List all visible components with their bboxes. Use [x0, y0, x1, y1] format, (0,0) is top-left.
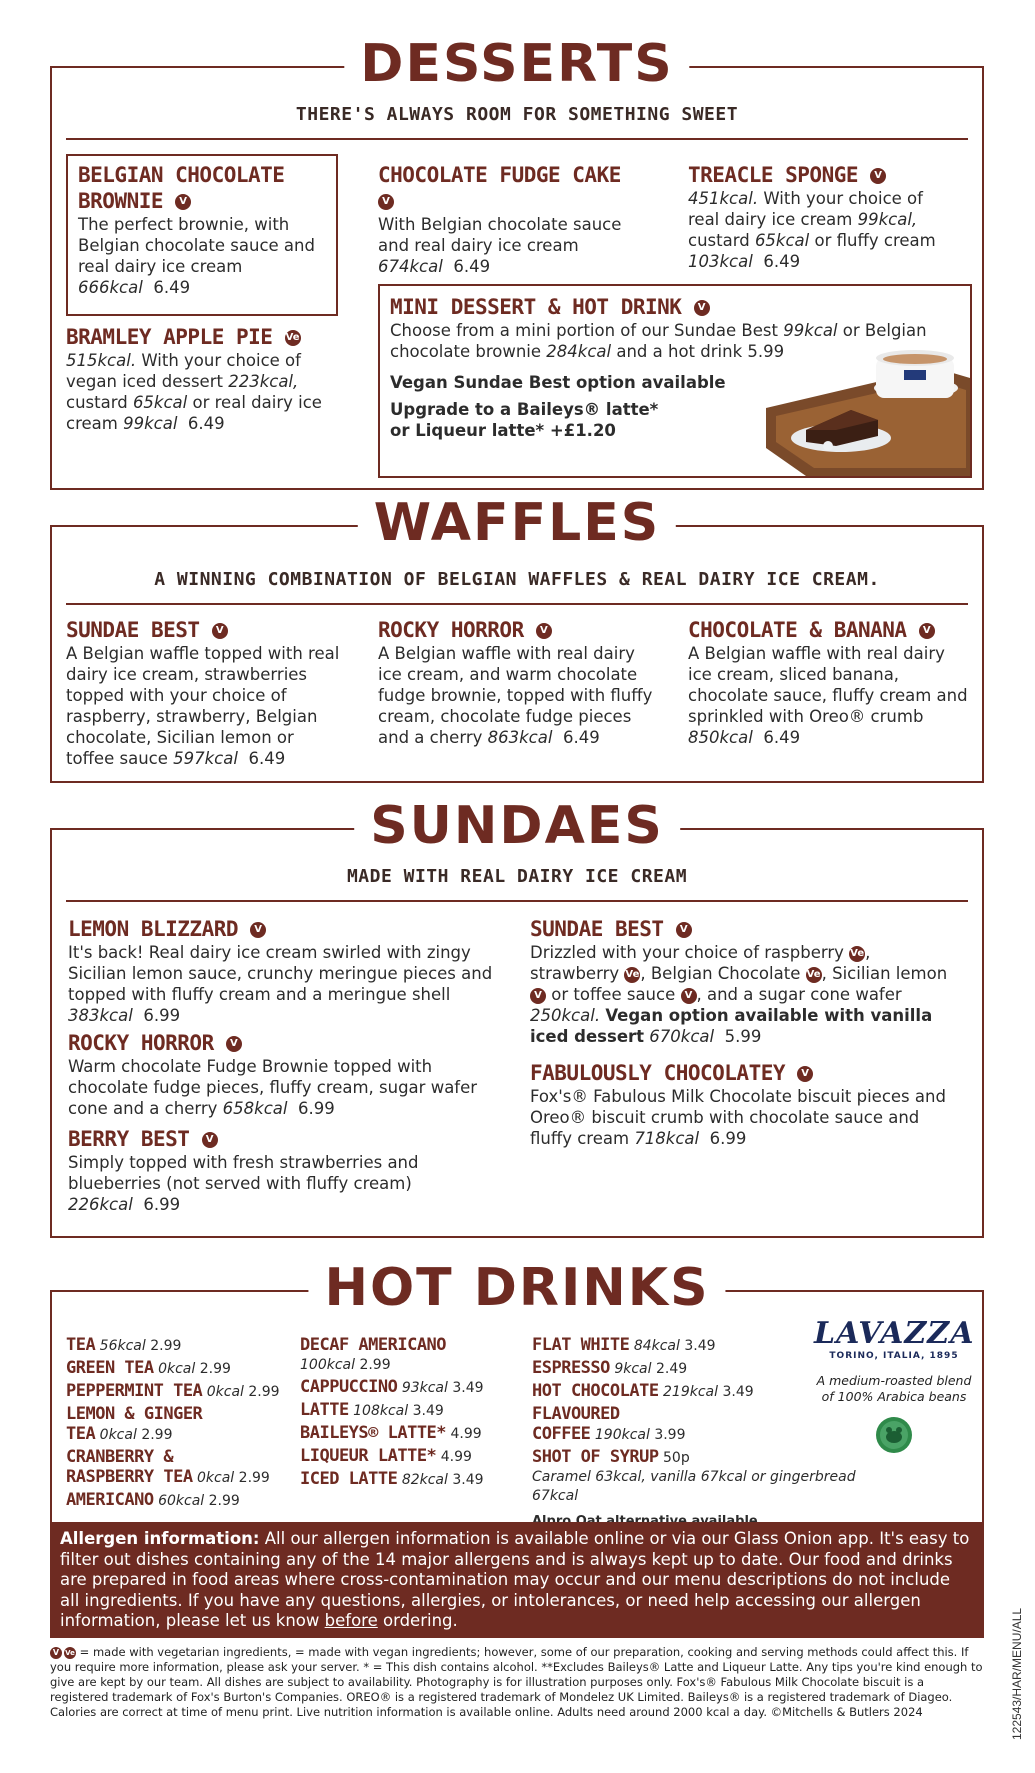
berry-name: BERRY BEST: [68, 1127, 190, 1151]
waffle-kcal: 850kcal: [688, 728, 753, 747]
mini-kcal2: 284kcal: [546, 342, 612, 361]
vegan-note: Vegan Sundae Best option available: [390, 373, 726, 392]
vegetarian-icon: V: [676, 922, 692, 938]
drink-row: [66, 1405, 296, 1445]
vegetarian-icon: V: [212, 623, 228, 639]
drink-price: 3.49: [452, 1472, 484, 1488]
sb-price: 5.99: [724, 1027, 762, 1046]
apple-pie-kcal2: 223kcal,: [228, 372, 299, 391]
drink-row: [532, 1448, 862, 1468]
apple-pie-desc1: With your choice of vegan iced dessert: [66, 351, 301, 391]
drink-price: 3.49: [684, 1338, 716, 1354]
drink-price: 2.99: [150, 1338, 182, 1354]
brownie-kcal: 666kcal: [78, 278, 143, 297]
waffle-desc: A Belgian waffle with real dairy ice cream, and warm chocolate fudge brownie, topped with fluffy cream, chocolate fudge pieces and a cherry: [378, 644, 653, 747]
treacle-name: TREACLE SPONGE: [688, 163, 859, 187]
hot-drinks-title: HOT DRINKS: [308, 1256, 725, 1320]
brownie-name-1: BELGIAN CHOCOLATE: [78, 163, 285, 187]
apple-pie-name: BRAMLEY APPLE PIE: [66, 325, 273, 349]
vegetarian-icon: V: [797, 1066, 813, 1082]
waffle-choc-banana: [688, 617, 968, 748]
drink-kcal: 108kcal: [353, 1403, 409, 1419]
fudge-cake-kcal: 674kcal: [378, 257, 443, 276]
drink-name: FLAVOURED: [532, 1404, 620, 1424]
drink-price: 2.99: [248, 1384, 280, 1400]
rocky-horror-item: [68, 1030, 508, 1119]
upgrade-2: or Liqueur latte* +£1.20: [390, 421, 616, 440]
hot-drinks-section: [50, 1258, 984, 1522]
waffle-rocky-horror: [378, 617, 658, 748]
drink-name: CRANBERRY &: [66, 1447, 174, 1467]
sb-d2: strawberry: [530, 964, 620, 983]
drink-row: [300, 1424, 520, 1444]
allergen-heading: Allergen information:: [60, 1529, 260, 1548]
drinks-col-3: [532, 1336, 862, 1531]
sb-d3: , Belgian Chocolate: [640, 964, 801, 983]
drink-row: [66, 1359, 296, 1379]
drink-kcal: 0kcal: [158, 1361, 196, 1377]
mini-dessert-name: MINI DESSERT & HOT DRINK: [390, 295, 682, 319]
lavazza-tagline: A medium-roasted blend of 100% Arabica beans: [816, 1373, 972, 1404]
vegan-icon: Ve: [806, 967, 822, 983]
sundaes-title: SUNDAES: [354, 794, 680, 858]
rocky-kcal: 658kcal: [222, 1099, 288, 1118]
drink-kcal: 93kcal: [401, 1380, 448, 1396]
vegan-icon: Ve: [624, 967, 640, 983]
berry-price: 6.99: [143, 1195, 181, 1214]
lemon-price: 6.99: [143, 1006, 181, 1025]
fab-kcal: 718kcal: [634, 1129, 700, 1148]
desserts-section: [50, 34, 984, 490]
vegetarian-icon: V: [530, 988, 546, 1004]
drink-price: 3.49: [722, 1384, 754, 1400]
drink-name: AMERICANO: [66, 1490, 154, 1510]
drink-name: BAILEYS® LATTE*: [300, 1423, 447, 1443]
treacle-kcal3: 65kcal: [754, 231, 810, 250]
allergen-text: All our allergen information is available online or via our Glass Onion app. It's easy to filter out dishes containing any of the 14 major allergens and is always kept up to date. Our food and drinks are prepared in food areas where cross-contamination may occur and our menu descriptions do not include all ingredients. If you have any questions, allergies, or intolerances, or need help accessing our allergen information, please let us know: [60, 1529, 970, 1630]
syrup-note: Caramel 63kcal, vanilla 67kcal or gingerbread 67kcal: [532, 1469, 856, 1504]
drink-row: [300, 1378, 520, 1398]
berry-desc: Simply topped with fresh strawberries and blueberries (not served with fluffy cream): [68, 1153, 419, 1193]
drink-row: [66, 1382, 296, 1402]
divider: [66, 900, 968, 902]
fudge-cake-desc: With Belgian chocolate sauce and real dairy ice cream: [378, 215, 622, 255]
drink-name: GREEN TEA: [66, 1358, 154, 1378]
drink-price: 2.99: [208, 1493, 240, 1509]
waffle-price: 6.49: [562, 728, 600, 747]
mini-desc3: and a hot drink 5.99: [616, 342, 785, 361]
fab-name: FABULOUSLY CHOCOLATEY: [530, 1061, 786, 1085]
mini-desc1: Choose from a mini portion of our Sundae Best: [390, 321, 778, 340]
sb-d4: , Sicilian lemon: [821, 964, 948, 983]
lemon-desc: It's back! Real dairy ice cream swirled with zingy Sicilian lemon sauce, crunchy meringue pieces and topped with fluffy cream and a meringue shell: [68, 943, 493, 1004]
drink-price: 4.99: [450, 1426, 482, 1442]
rocky-desc: Warm chocolate Fudge Brownie topped with chocolate fudge pieces, fluffy cream, sugar wafer cone and a cherry: [68, 1057, 478, 1118]
sb-d1: Drizzled with your choice of raspberry: [530, 943, 844, 962]
treacle-price: 6.49: [763, 252, 801, 271]
drink-name-2: RASPBERRY TEA: [66, 1467, 193, 1487]
drink-kcal: 219kcal: [663, 1384, 719, 1400]
vegetarian-icon: V: [870, 168, 886, 184]
treacle-kcal2: 99kcal,: [857, 210, 918, 229]
divider: [66, 138, 968, 140]
drink-name: CAPPUCCINO: [300, 1377, 398, 1397]
drink-name-2: COFFEE: [532, 1424, 591, 1444]
mini-desc2: or Belgian chocolate brownie: [390, 321, 927, 361]
sundaes-section: [50, 796, 984, 1238]
treacle-desc3: or fluffy cream: [814, 231, 936, 250]
drink-name: LATTE: [300, 1400, 349, 1420]
drink-kcal: 100kcal: [300, 1357, 355, 1373]
sundaes-subtitle: MADE WITH REAL DAIRY ICE CREAM: [346, 866, 688, 887]
lavazza-logo: LAVAZZA: [814, 1316, 975, 1351]
lemon-blizzard-item: [68, 916, 508, 1026]
waffles-section: [50, 493, 984, 783]
vegetarian-icon: V: [50, 1647, 62, 1659]
vegetarian-icon: V: [919, 623, 935, 639]
drink-row: [532, 1336, 862, 1356]
sundae-best-item: SUNDAE BEST V Drizzled with your choice of raspberry Ve, strawberry Ve, Belgian Chocolate Ve, Sicilian lemon V or toffee sauce V , and a sugar cone wafer 250kcal. Vegan option available with vanilla iced dessert 670kcal 5.99: [530, 917, 948, 1046]
treacle-kcal1: 451kcal.: [688, 189, 759, 208]
drink-row: [66, 1491, 296, 1511]
vegetarian-icon: V: [378, 194, 394, 210]
berry-best-item: [68, 1126, 488, 1215]
brownie-price: 6.49: [153, 278, 191, 297]
waffle-desc: A Belgian waffle topped with real dairy ice cream, strawberries topped with your choice of raspberry, strawberry, Belgian chocolate, Sicilian lemon or toffee sauce: [66, 644, 340, 768]
drink-row: [300, 1470, 520, 1490]
drinks-col-1: [66, 1336, 296, 1511]
apple-pie-kcal1: 515kcal.: [66, 351, 137, 370]
treacle-kcal4: 103kcal: [688, 252, 753, 271]
rocky-price: 6.99: [297, 1099, 335, 1118]
drink-name: ESPRESSO: [532, 1358, 610, 1378]
apple-pie-desc3: or real dairy ice cream: [66, 393, 322, 433]
vegetarian-icon: V: [202, 1132, 218, 1148]
drink-price: 4.99: [440, 1449, 472, 1465]
apple-pie-price: 6.49: [187, 414, 225, 433]
apple-pie-kcal4: 99kcal: [123, 414, 178, 433]
drink-kcal: 56kcal: [99, 1338, 146, 1354]
drink-price: 3.49: [412, 1403, 444, 1419]
drink-row: [300, 1336, 520, 1375]
berry-kcal: 226kcal: [68, 1195, 133, 1214]
treacle-desc1: With your choice of real dairy ice cream: [688, 189, 923, 229]
waffles-subtitle: A WINNING COMBINATION OF BELGIAN WAFFLES & REAL DAIRY ICE CREAM.: [154, 569, 880, 590]
drink-row: [66, 1448, 296, 1488]
desserts-title: DESSERTS: [344, 32, 689, 96]
allergen-info-box: [50, 1522, 984, 1638]
waffle-desc: A Belgian waffle with real dairy ice cream, sliced banana, chocolate sauce, fluffy cream and sprinkled with Oreo® crumb: [688, 644, 968, 726]
drink-kcal: 0kcal: [197, 1470, 235, 1486]
lemon-kcal: 383kcal: [68, 1006, 133, 1025]
sb-d6: , and a sugar cone wafer: [696, 985, 902, 1004]
waffle-name: ROCKY HORROR: [378, 618, 524, 642]
sb-kcal1: 250kcal.: [530, 1006, 601, 1025]
lemon-name: LEMON BLIZZARD: [68, 917, 239, 941]
dessert-drink-photo: [766, 338, 970, 476]
brownie-name-2: BROWNIE: [78, 189, 164, 213]
lavazza-block: [814, 1316, 974, 1459]
drink-name: TEA: [66, 1335, 96, 1355]
drink-kcal: 190kcal: [594, 1427, 650, 1443]
fudge-cake-price: 6.49: [453, 257, 491, 276]
vegetarian-icon: V: [536, 623, 552, 639]
vegan-icon: Ve: [285, 330, 301, 346]
treacle-desc2: custard: [688, 231, 750, 250]
footnote: [50, 1645, 984, 1720]
allergen-text-end: ordering.: [383, 1611, 458, 1630]
drink-name-2: TEA: [66, 1424, 96, 1444]
drink-price: 50p: [663, 1450, 690, 1466]
rainforest-frog-icon: [874, 1415, 914, 1455]
fudge-cake-item: [378, 162, 648, 277]
drink-name: ICED LATTE: [300, 1469, 398, 1489]
waffle-kcal: 597kcal: [173, 749, 238, 768]
drink-kcal: 84kcal: [633, 1338, 680, 1354]
drink-kcal: 60kcal: [158, 1493, 205, 1509]
vegan-icon: Ve: [849, 946, 865, 962]
vegetarian-icon: V: [226, 1036, 242, 1052]
drink-name: HOT CHOCOLATE: [532, 1381, 659, 1401]
fab-desc: Fox's® Fabulous Milk Chocolate biscuit pieces and Oreo® biscuit crumb with chocolate sauce and fluffy cream: [530, 1087, 946, 1148]
drink-row: [532, 1405, 862, 1445]
sb-vegan: Vegan option available with vanilla iced dessert: [530, 1006, 933, 1046]
brownie-desc: The perfect brownie, with Belgian chocolate sauce and real dairy ice cream: [78, 215, 315, 276]
drink-row: [532, 1359, 862, 1379]
drink-price: 2.49: [655, 1361, 688, 1377]
waffle-name: SUNDAE BEST: [66, 618, 200, 642]
drink-kcal: 0kcal: [99, 1427, 137, 1443]
upgrade-1: Upgrade to a Baileys® latte*: [390, 400, 659, 419]
drink-price: 3.99: [654, 1427, 686, 1443]
drink-kcal: 0kcal: [206, 1384, 244, 1400]
vegetarian-icon: V: [681, 988, 697, 1004]
drink-row: [300, 1447, 520, 1467]
drink-price: 2.99: [141, 1427, 173, 1443]
drink-name: PEPPERMINT TEA: [66, 1381, 203, 1401]
drink-kcal: 9kcal: [614, 1361, 652, 1377]
desserts-subtitle: THERE'S ALWAYS ROOM FOR SOMETHING SWEET: [295, 104, 739, 125]
apple-pie-kcal3: 65kcal: [132, 393, 188, 412]
apple-pie-desc2: custard: [66, 393, 128, 412]
mini-kcal1: 99kcal: [783, 321, 838, 340]
drink-name: LIQUEUR LATTE*: [300, 1446, 437, 1466]
waffle-kcal: 863kcal: [487, 728, 553, 747]
waffle-price: 6.49: [763, 728, 801, 747]
treacle-item: [688, 162, 958, 272]
fudge-cake-name: CHOCOLATE FUDGE CAKE: [378, 163, 621, 187]
waffle-price: 6.49: [248, 749, 286, 768]
allergen-before: before: [324, 1611, 378, 1630]
sb-kcal2: 670kcal: [649, 1027, 715, 1046]
drink-price: 3.49: [452, 1380, 484, 1396]
waffle-name: CHOCOLATE & BANANA: [688, 618, 907, 642]
waffles-title: WAFFLES: [358, 491, 676, 555]
divider: [66, 603, 968, 605]
apple-pie-item: [66, 324, 346, 434]
drinks-col-2: [300, 1336, 520, 1490]
drink-row: [66, 1336, 296, 1356]
drink-name: SHOT OF SYRUP: [532, 1447, 659, 1467]
rocky-name: ROCKY HORROR: [68, 1031, 214, 1055]
waffle-sundae-best: [66, 617, 346, 769]
drink-price: 2.99: [359, 1357, 391, 1373]
drink-name: DECAF AMERICANO: [300, 1335, 447, 1355]
fabulously-chocolatey-item: [530, 1060, 950, 1149]
vegetarian-icon: V: [250, 922, 266, 938]
drink-row: [300, 1401, 520, 1421]
brownie-item: [78, 162, 334, 298]
fab-price: 6.99: [709, 1129, 747, 1148]
vegetarian-icon: V: [175, 194, 191, 210]
vegetarian-icon: V: [694, 300, 710, 316]
drink-name: FLAT WHITE: [532, 1335, 630, 1355]
menu-code: 122543/HAR/MENU/ALL: [1010, 1607, 1024, 1740]
sundae-best-name: SUNDAE BEST: [530, 917, 664, 941]
vegan-icon: Ve: [65, 1648, 75, 1657]
drink-kcal: 82kcal: [401, 1472, 448, 1488]
sb-d5: or toffee sauce: [551, 985, 676, 1004]
drink-price: 2.99: [238, 1470, 270, 1486]
drink-price: 2.99: [199, 1361, 231, 1377]
drink-row: [532, 1382, 862, 1402]
footnote-text: = made with vegetarian ingredients, = made with vegan ingredients; however, some of our preparation, cooking and serving methods could affect this. If you require more information, please ask your server. * = This dish contains alcohol. **Excludes Baileys® Latte and Liqueur Latte. Any tips you're kind enough to give are kept by our team. All dishes are subject to availability. Photography is for illustration purposes only. Fox's® Fabulous Milk Chocolate biscuit is a registered trademark of Fox's Burton's Companies. OREO® is a registered trademark of Mondelez UK Limited. Baileys® is a registered trademark of Diageo. Calories are correct at time of menu print. Live nutrition information is available online. Adults need around 2000 kcal a day. ©Mitchells & Butlers 2024: [50, 1645, 983, 1719]
lavazza-sub: TORINO, ITALIA, 1895: [829, 1351, 959, 1361]
drink-name: LEMON & GINGER: [66, 1404, 203, 1424]
